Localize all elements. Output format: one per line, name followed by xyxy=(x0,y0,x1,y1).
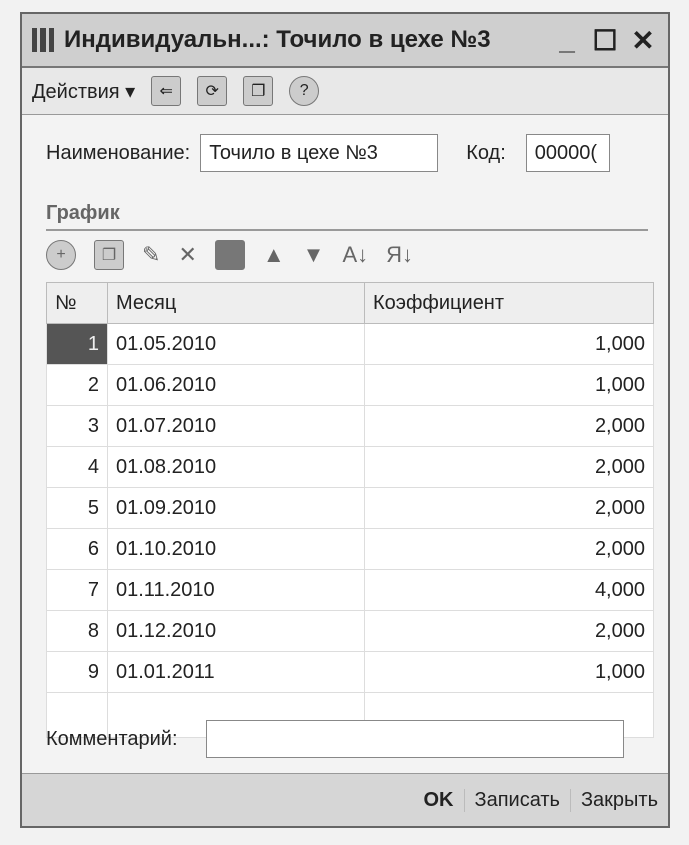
cell-month[interactable]: 01.05.2010 xyxy=(108,324,365,365)
dialog-window xyxy=(20,12,670,828)
column-header-number[interactable]: № xyxy=(47,283,108,324)
cell-number[interactable]: 2 xyxy=(47,365,108,406)
table-row[interactable] xyxy=(47,324,654,365)
sort-ascending-icon[interactable]: А↓ xyxy=(342,242,369,267)
cell-month[interactable]: 01.09.2010 xyxy=(108,488,365,529)
edit-icon[interactable]: ✎ xyxy=(142,242,161,267)
cell-number[interactable]: 4 xyxy=(47,447,108,488)
table-row[interactable] xyxy=(47,488,654,529)
schedule-section-title: График xyxy=(46,202,648,231)
move-down-icon[interactable]: ▼ xyxy=(302,242,325,267)
cell-number[interactable]: 7 xyxy=(47,570,108,611)
close-window-button[interactable]: ✕ xyxy=(631,24,655,56)
code-input[interactable]: 00000( xyxy=(526,134,610,172)
cell-coefficient[interactable]: 2,000 xyxy=(365,447,654,488)
title-bar[interactable] xyxy=(22,14,668,68)
cell-month[interactable]: 01.07.2010 xyxy=(108,406,365,447)
post-and-close-icon[interactable]: ⇐ xyxy=(151,76,181,106)
schedule-table xyxy=(46,282,654,738)
column-header-month[interactable]: Месяц xyxy=(108,283,365,324)
cell-coefficient[interactable]: 1,000 xyxy=(365,324,654,365)
table-row[interactable] xyxy=(47,406,654,447)
cell-number[interactable]: 1 xyxy=(47,324,108,365)
close-button[interactable]: Закрыть xyxy=(570,789,668,812)
copy-row-icon[interactable]: ❐ xyxy=(94,240,124,270)
table-row[interactable] xyxy=(47,611,654,652)
move-up-icon[interactable]: ▲ xyxy=(262,242,285,267)
actions-menu[interactable]: Действия ▾ xyxy=(32,80,136,103)
cell-coefficient[interactable]: 2,000 xyxy=(365,488,654,529)
cell-month[interactable]: 01.11.2010 xyxy=(108,570,365,611)
table-row[interactable] xyxy=(47,447,654,488)
maximize-button[interactable]: ☐ xyxy=(592,24,618,56)
cell-month[interactable]: 01.10.2010 xyxy=(108,529,365,570)
main-toolbar xyxy=(22,68,668,115)
window-title: Индивидуальн...: Точило в цехе №3 xyxy=(64,26,491,53)
comment-input[interactable] xyxy=(206,720,624,758)
table-row[interactable] xyxy=(47,570,654,611)
button-bar xyxy=(22,773,668,826)
code-label: Код: xyxy=(466,141,506,164)
column-header-coefficient[interactable]: Коэффициент xyxy=(365,283,654,324)
cell-coefficient[interactable]: 1,000 xyxy=(365,652,654,693)
add-row-icon[interactable]: + xyxy=(46,240,76,270)
cell-coefficient[interactable]: 4,000 xyxy=(365,570,654,611)
name-input[interactable]: Точило в цехе №3 xyxy=(200,134,438,172)
table-row[interactable] xyxy=(47,529,654,570)
copy-document-icon[interactable]: ❐ xyxy=(243,76,273,106)
cell-coefficient[interactable]: 1,000 xyxy=(365,365,654,406)
save-button[interactable]: Записать xyxy=(464,789,570,812)
cell-month[interactable]: 01.08.2010 xyxy=(108,447,365,488)
cell-number[interactable]: 3 xyxy=(47,406,108,447)
end-edit-icon[interactable] xyxy=(215,240,245,270)
cell-month[interactable]: 01.06.2010 xyxy=(108,365,365,406)
delete-icon[interactable]: ✕ xyxy=(178,242,197,267)
table-row[interactable] xyxy=(47,652,654,693)
refresh-icon[interactable]: ⟳ xyxy=(197,76,227,106)
table-toolbar xyxy=(46,240,413,270)
cell-coefficient[interactable]: 2,000 xyxy=(365,406,654,447)
cell-number[interactable]: 5 xyxy=(47,488,108,529)
cell-month[interactable]: 01.12.2010 xyxy=(108,611,365,652)
cell-month[interactable]: 01.01.2011 xyxy=(108,652,365,693)
name-label: Наименование: xyxy=(46,141,191,164)
help-icon[interactable]: ? xyxy=(289,76,319,106)
table-row[interactable] xyxy=(47,365,654,406)
cell-number[interactable]: 9 xyxy=(47,652,108,693)
sort-descending-icon[interactable]: Я↓ xyxy=(386,242,414,267)
app-icon xyxy=(32,28,54,52)
cell-number[interactable]: 8 xyxy=(47,611,108,652)
minimize-button[interactable]: _ xyxy=(559,24,575,55)
cell-coefficient[interactable]: 2,000 xyxy=(365,529,654,570)
comment-label: Комментарий: xyxy=(46,727,178,750)
cell-number[interactable]: 6 xyxy=(47,529,108,570)
ok-button[interactable]: OK xyxy=(423,788,454,811)
cell-coefficient[interactable]: 2,000 xyxy=(365,611,654,652)
